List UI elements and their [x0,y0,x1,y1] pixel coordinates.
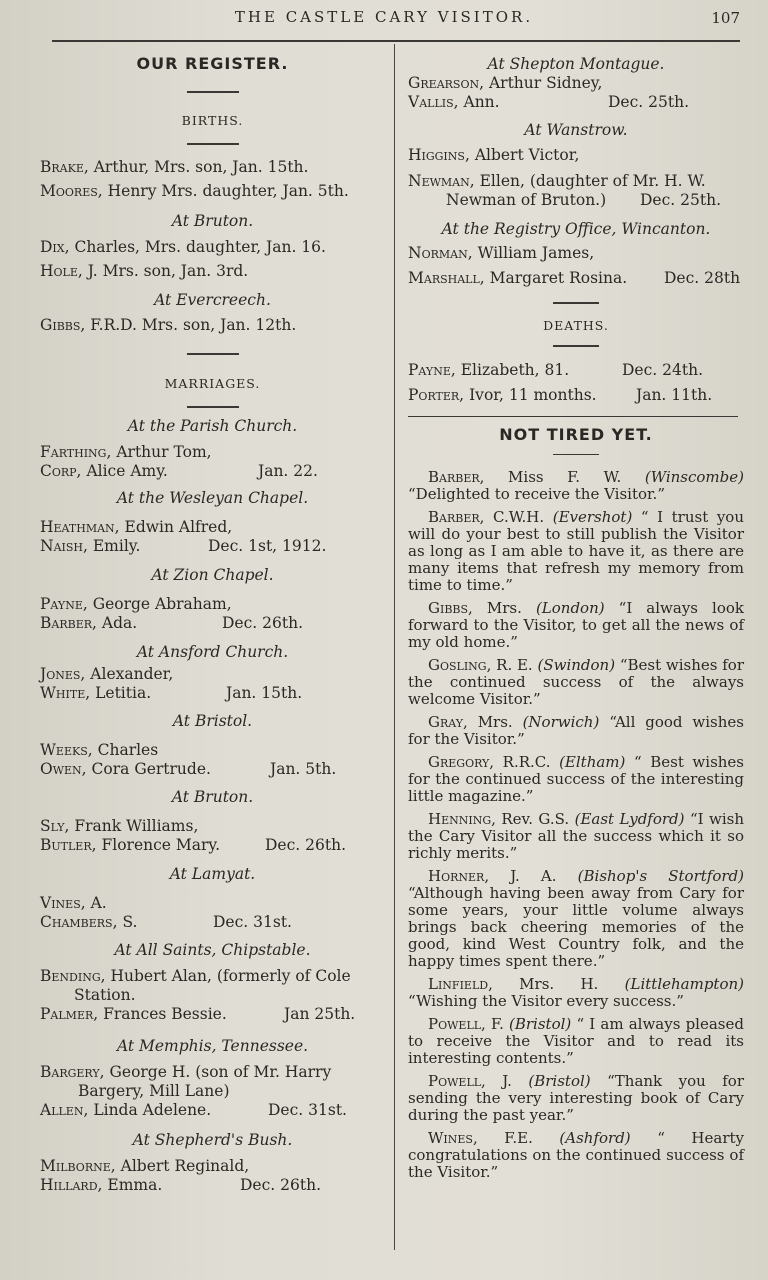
testimonial-title: Mrs. [467,713,523,731]
testimonial-place: (Eltham) [559,753,626,771]
testimonial-title: C.W.H. [484,508,553,526]
surname: Dix, [40,238,70,256]
testimonial-name: Gray, [428,713,468,731]
surname: Barber, [40,614,97,632]
testimonial-text: “Wishing the Visitor every success.” [408,992,684,1010]
entry-details: Cora Gertrude. [91,760,211,778]
entry-date: Dec. 25th. [608,93,689,111]
entry-details: Alice Amy. [86,462,168,480]
birth-entry [40,262,385,281]
testimonial-title: J. [485,1072,529,1090]
entry-details: Charles, Mrs. daughter, Jan. 16. [74,238,326,256]
testimonial-name: Horner, [428,867,490,885]
marriage-entry [40,967,385,1024]
surname: Gibbs, [40,316,86,334]
entry-date: Jan 25th. [284,1005,356,1023]
testimonial-text: “Best wishes for the continued success of the always welcome Visitor.” [408,656,744,708]
testimonials-list [408,469,744,1181]
entry-details: George H. (son of Mr. Harry [109,1063,332,1081]
marriage-entry [40,741,385,779]
birth-entry [40,182,385,201]
entry-details: Arthur Tom, [116,443,212,461]
entry-details: Charles [97,741,159,759]
entry-details: Emily. [92,537,141,555]
testimonial-place: (Winscombe) [644,468,744,486]
deaths-list [408,361,744,405]
entry-details: Ellen, (daughter of Mr. H. W. [479,172,706,190]
surname: Marshall, [408,269,485,287]
testimonial [408,1130,744,1181]
testimonial-text: “ I am always pleased to receive the Visitor and to read its interesting contents.” [408,1015,744,1067]
marriage-entry [40,1063,385,1120]
entry-date: Jan. 11th. [636,386,713,404]
surname: Payne, [40,595,88,613]
death-entry [408,361,744,380]
marriage-entry [40,518,385,556]
entry-details: A. [90,894,107,912]
entry-details: Florence Mary. [101,836,221,854]
magazine-title: THE CASTLE CARY VISITOR. [234,8,534,26]
testimonial-text: “Thank you for sending the very interesting book of Cary during the past year.” [408,1072,744,1124]
testimonial-place: (East Lydford) [574,810,685,828]
place-heading: At Lamyat. [169,865,256,883]
testimonial-title: Rev. G.S. [495,810,575,828]
divider [187,406,239,408]
births-list [40,158,385,201]
births-list [40,238,385,281]
testimonial [408,1016,744,1067]
marriages-heading: MARRIAGES. [164,376,261,391]
testimonial-text: “ I trust you will do your best to still publish the Visitor as long as I am able to have it, as there are many items that refresh my memory from time to time.” [408,508,744,594]
testimonial-title: F. [485,1015,510,1033]
place-heading: At Wanstrow. [524,121,628,139]
entry-date: Dec. 25th. [640,191,721,209]
testimonial [408,1073,744,1124]
surname: Sly, [40,817,70,835]
entry-details: Hubert Alan, (formerly of Cole [110,967,351,985]
testimonial-place: (Bristol) [528,1072,591,1090]
testimonial [408,509,744,594]
place-heading: At Memphis, Tennessee. [116,1037,309,1055]
entry-details: William James, [477,244,595,262]
testimonial-name: Powell, [428,1072,486,1090]
entry-date: Dec. 28th [664,269,741,287]
testimonial-text: “Delighted to receive the Visitor.” [408,485,665,503]
testimonial [408,868,744,970]
testimonial-name: Barber, [428,508,485,526]
surname: Moores, [40,182,103,200]
surname: Vallis, [408,93,459,111]
page-number: 107 [711,9,740,27]
marriage-entry [40,443,385,481]
place-heading: At Bruton. [171,788,254,806]
place-heading: At Bruton. [171,212,254,230]
marriage-entry [40,665,385,703]
testimonial-name: Gibbs, [428,599,473,617]
entry-details: Linda Adelene. [93,1101,212,1119]
entry-details: Albert Victor, [474,146,580,164]
entry-details: Frances Bessie. [103,1005,227,1023]
section-rule [408,416,738,417]
surname: Porter, [408,386,465,404]
surname: Higgins, [408,146,470,164]
entry-details: Arthur Sidney, [488,74,603,92]
divider [553,454,599,455]
entry-continuation: Newman of Bruton.) [446,191,607,209]
entry-details: Emma. [107,1176,163,1194]
testimonial-text: “ Best wishes for the continued success of the interesting little magazine.” [408,753,744,805]
birth-entry [40,158,385,177]
testimonial-name: Gregory, [428,753,495,771]
entry-details: Margaret Rosina. [489,269,628,287]
divider [553,302,599,304]
surname: Hole, [40,262,83,280]
divider [553,345,599,347]
entry-details: Ivor, 11 months. [469,386,597,404]
testimonial-place: (Norwich) [522,713,600,731]
surname: Hillard, [40,1176,103,1194]
testimonial-title: Mrs. H. [492,975,625,993]
surname: White, [40,684,91,702]
testimonial-name: Gosling, [428,656,492,674]
surname: Newman, [408,172,475,190]
births-list [40,316,385,335]
testimonial-text: “ Hearty congratulations on the continued success of the Visitor.” [408,1129,745,1181]
entry-details: Arthur, Mrs. son, Jan. 15th. [93,158,309,176]
entry-details: Albert Reginald, [120,1157,250,1175]
place-heading: At the Parish Church. [127,417,298,435]
entry-date: Dec. 24th. [622,361,703,379]
testimonial [408,754,744,805]
entry-details: George Abraham, [92,595,232,613]
deaths-heading: DEATHS. [543,318,609,333]
surname: Brake, [40,158,89,176]
surname: Grearson, [408,74,485,92]
register-title: OUR REGISTER. [136,54,289,73]
testimonial [408,469,744,503]
surname: Norman, [408,244,473,262]
testimonial-text: “Although having been away from Cary for some years, your little volume always brings back cheering memories of the good, kind West Country folk, and the happy times spent there.” [408,884,744,970]
entry-details: Frank Williams, [74,817,199,835]
entry-date: Jan. 5th. [270,760,337,778]
testimonial-text: “All good wishes for the Visitor.” [408,713,744,748]
entry-date: Dec. 31st. [268,1101,347,1119]
divider [187,91,239,93]
testimonial [408,714,744,748]
entry-continuation: Station. [74,986,136,1004]
place-heading: At Zion Chapel. [151,566,274,584]
right-column [408,44,744,1181]
entry-details: Ada. [101,614,138,632]
surname: Allen, [40,1101,89,1119]
testimonial-name: Henning, [428,810,496,828]
entry-date: Dec. 26th. [222,614,303,632]
surname: Bending, [40,967,106,985]
surname: Heathman, [40,518,120,536]
testimonial-name: Powell, [428,1015,486,1033]
testimonial-name: Barber, [428,468,485,486]
entry-details: J. Mrs. son, Jan. 3rd. [87,262,249,280]
births-heading: BIRTHS. [181,113,244,128]
entry-details: Alexander, [90,665,174,683]
testimonial-name: Wines, [428,1129,478,1147]
testimonial-title: Miss F. W. [484,468,645,486]
entry-date: Dec. 26th. [265,836,346,854]
death-entry [408,386,744,405]
header-rule [52,40,740,42]
testimonial-place: (Swindon) [537,656,616,674]
place-heading: At the Registry Office, Wincanton. [441,220,711,238]
testimonial-title: J. A. [489,867,578,885]
testimonial-place: (Bishop's Stortford) [577,867,744,885]
entry-date: Jan. 15th. [226,684,303,702]
entry-details: Ann. [463,93,500,111]
entry-details: F.R.D. Mrs. son, Jan. 12th. [90,316,297,334]
testimonial-place: (Ashford) [559,1129,631,1147]
place-heading: At Ansford Church. [136,643,289,661]
surname: Payne, [408,361,456,379]
entry-continuation: Bargery, Mill Lane) [78,1082,230,1100]
surname: Owen, [40,760,87,778]
testimonial-title: R.R.C. [494,753,560,771]
entry-details: S. [122,913,138,931]
entry-details: Henry Mrs. daughter, Jan. 5th. [107,182,349,200]
surname: Weeks, [40,741,93,759]
entry-details: Edwin Alfred, [124,518,233,536]
birth-entry [40,316,385,335]
surname: Milborne, [40,1157,116,1175]
testimonial-place: (Evershot) [552,508,633,526]
place-heading: At Bristol. [172,712,253,730]
testimonial-place: (Littlehampton) [624,975,744,993]
column-divider [394,44,395,1250]
testimonial-title: F.E. [477,1129,560,1147]
testimonial-place: (London) [535,599,605,617]
marriage-entry [40,817,385,855]
place-heading: At Shepherd's Bush. [132,1131,293,1149]
marriage-entry [408,74,744,112]
marriage-entry [408,146,744,210]
entry-date: Dec. 1st, 1912. [208,537,327,555]
marriage-entry [40,1157,385,1195]
surname: Farthing, [40,443,112,461]
testimonial [408,811,744,862]
surname: Palmer, [40,1005,99,1023]
entry-details: Letitia. [95,684,152,702]
testimonial [408,657,744,708]
surname: Butler, [40,836,97,854]
surname: Vines, [40,894,86,912]
testimonial-title: R. E. [491,656,538,674]
testimonial-text: “I always look forward to the Visitor, to get all the news of my old home.” [408,599,745,651]
place-heading: At Evercreech. [154,291,271,309]
surname: Corp, [40,462,82,480]
surname: Chambers, [40,913,118,931]
testimonial [408,600,744,651]
divider [187,143,239,145]
testimonial [408,976,744,1010]
marriage-entry [408,244,744,288]
place-heading: At Shepton Montague. [487,55,665,73]
testimonial-name: Linfield, [428,975,493,993]
birth-entry [40,238,385,257]
entry-date: Dec. 26th. [240,1176,321,1194]
testimonial-title: Mrs. [472,599,536,617]
divider [187,353,239,355]
testimonial-text: “I wish the Cary Visitor all the success which it so richly merits.” [408,810,745,862]
entry-date: Jan. 22. [258,462,318,480]
marriage-entry [40,595,385,633]
entry-details: Elizabeth, 81. [460,361,570,379]
page-header [0,6,768,34]
not-tired-title: NOT TIRED YET. [499,425,653,444]
surname: Jones, [40,665,86,683]
surname: Bargery, [40,1063,105,1081]
surname: Naish, [40,537,88,555]
place-heading: At All Saints, Chipstable. [114,941,311,959]
testimonial-place: (Bristol) [509,1015,572,1033]
place-heading: At the Wesleyan Chapel. [116,489,309,507]
entry-date: Dec. 31st. [213,913,292,931]
left-column [40,44,385,1195]
marriage-entry [40,894,385,932]
